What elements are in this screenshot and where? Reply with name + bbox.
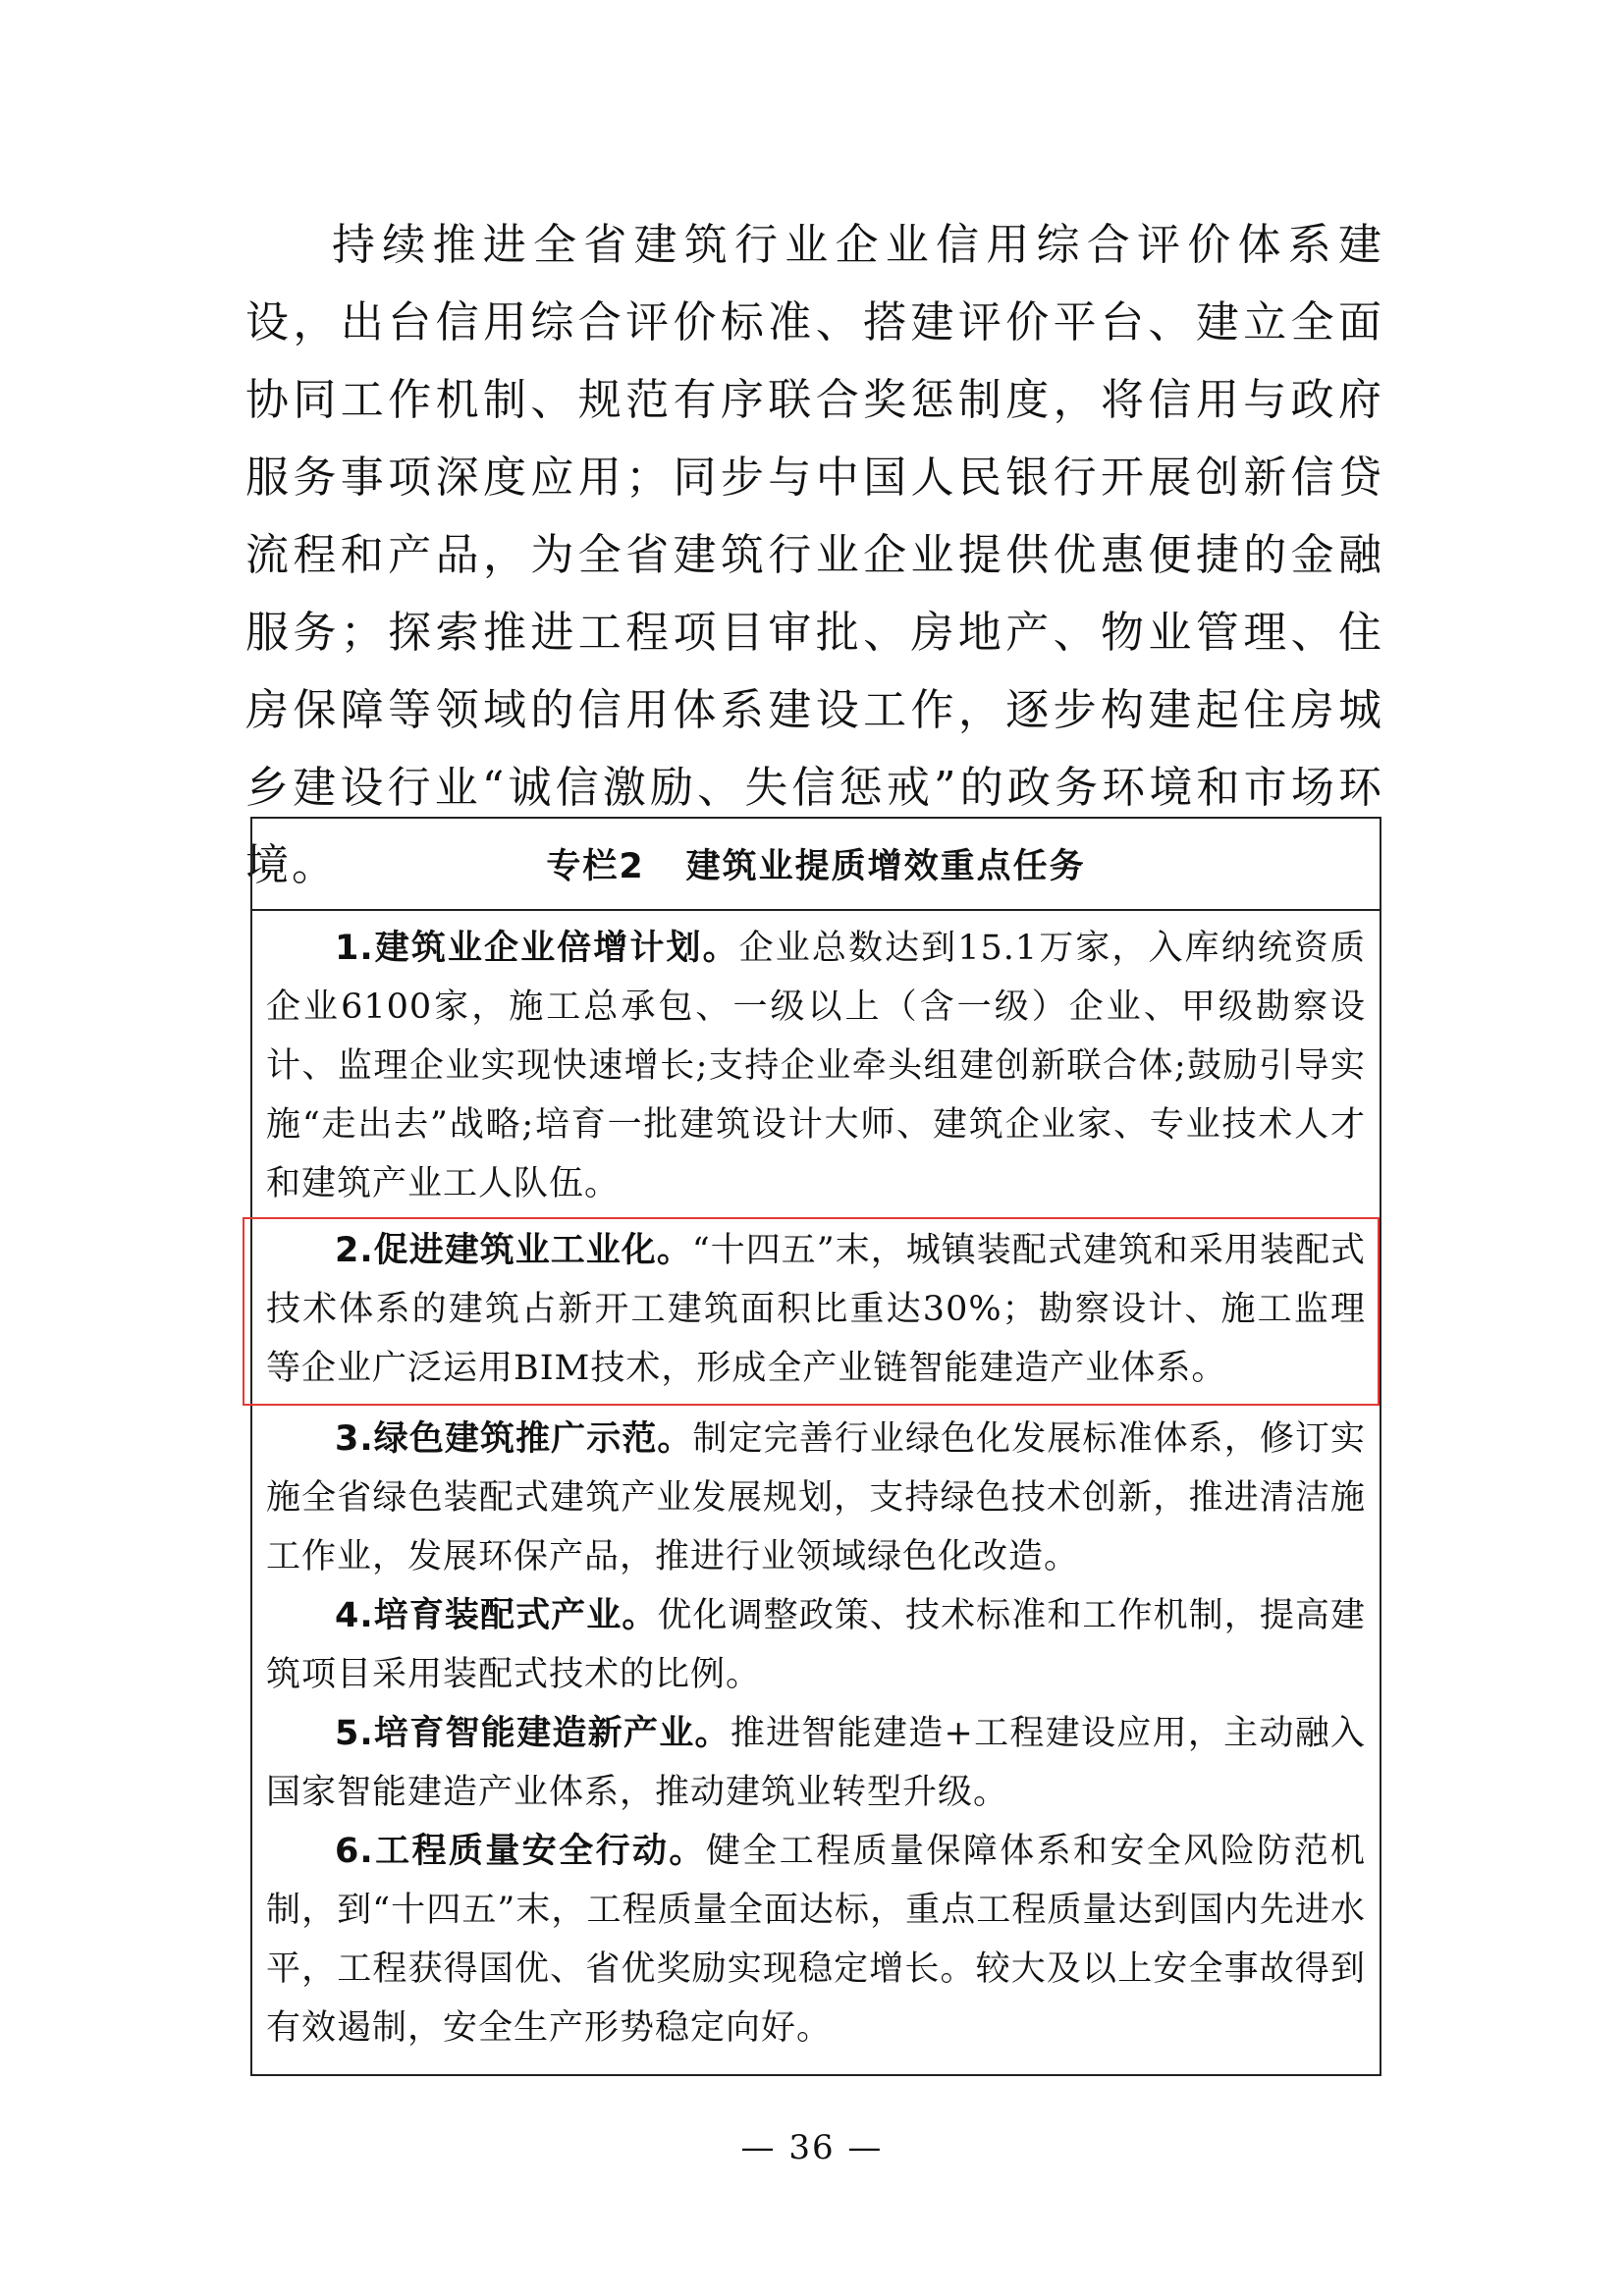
task-item-heading: 6.工程质量安全行动。 bbox=[335, 1832, 706, 1871]
task-item-body: 企业总数达到15.1万家，入库纳统资质企业6100家，施工总承包、一级以上（含一级）企业、甲级勘察设计、监理企业实现快速增长;支持企业牵头组建创新联合体;鼓励引导实施“走出去”战略;培育一批建筑设计大师、建筑企业家、专业技术人才和建筑产业工人队伍。 bbox=[266, 929, 1366, 1203]
page-number: — 36 — bbox=[740, 2128, 884, 2167]
task-item-heading: 2.促进建筑业工业化。 bbox=[335, 1231, 692, 1270]
task-item-3 bbox=[266, 1410, 1366, 1586]
special-column-box bbox=[250, 817, 1381, 2076]
box-title bbox=[252, 819, 1380, 911]
intro-paragraph: 持续推进全省建筑行业企业信用综合评价体系建设，出台信用综合评价标准、搭建评价平台、建立全面协同工作机制、规范有序联合奖惩制度，将信用与政府服务事项深度应用；同步与中国人民银行开展创新信贷流程和产品，为全省建筑行业企业提供优惠便捷的金融服务；探索推进工程项目审批、房地产、物业管理、住房保障等领域的信用体系建设工作，逐步构建起住房城乡建设行业“诚信激励、失信惩戒”的政务环境和市场环境。 bbox=[245, 220, 1384, 890]
task-item-6 bbox=[266, 1822, 1366, 2057]
task-item-heading: 5.培育智能建造新产业。 bbox=[335, 1714, 731, 1753]
task-item-heading: 1.建筑业企业倍增计划。 bbox=[335, 929, 739, 968]
box-title-text: 建筑业提质增效重点任务 bbox=[685, 847, 1086, 886]
task-item-body: 优化调整政策、技术标准和工作机制，提高建筑项目采用装配式技术的比例。 bbox=[266, 1596, 1366, 1694]
task-item-heading: 3.绿色建筑推广示范。 bbox=[335, 1419, 693, 1459]
task-item-body: 制定完善行业绿色化发展标准体系，修订实施全省绿色装配式建筑产业发展规划，支持绿色技术创新，推进清洁施工作业，发展环保产品，推进行业领域绿色化改造。 bbox=[266, 1419, 1366, 1576]
task-item-body: “十四五”末，城镇装配式建筑和采用装配式技术体系的建筑占新开工建筑面积比重达30%；勘察设计、施工监理等企业广泛运用BIM技术，形成全产业链智能建造产业体系。 bbox=[266, 1231, 1366, 1388]
task-item-body: 推进智能建造+工程建设应用，主动融入国家智能建造产业体系，推动建筑业转型升级。 bbox=[266, 1714, 1367, 1812]
task-item-body: 健全工程质量保障体系和安全风险防范机制，到“十四五”末，工程质量全面达标，重点工程质量达到国内先进水平，工程获得国优、省优奖励实现稳定增长。较大及以上安全事故得到有效遏制，安全生产形势稳定向好。 bbox=[266, 1832, 1366, 2048]
task-item-5 bbox=[266, 1704, 1366, 1822]
task-item-1 bbox=[266, 919, 1366, 1213]
task-item-4 bbox=[266, 1586, 1366, 1704]
task-item-heading: 4.培育装配式产业。 bbox=[335, 1596, 658, 1635]
task-item-2-highlighted bbox=[244, 1219, 1378, 1404]
task-list bbox=[252, 911, 1380, 2057]
box-title-number: 专栏2 bbox=[546, 847, 645, 886]
